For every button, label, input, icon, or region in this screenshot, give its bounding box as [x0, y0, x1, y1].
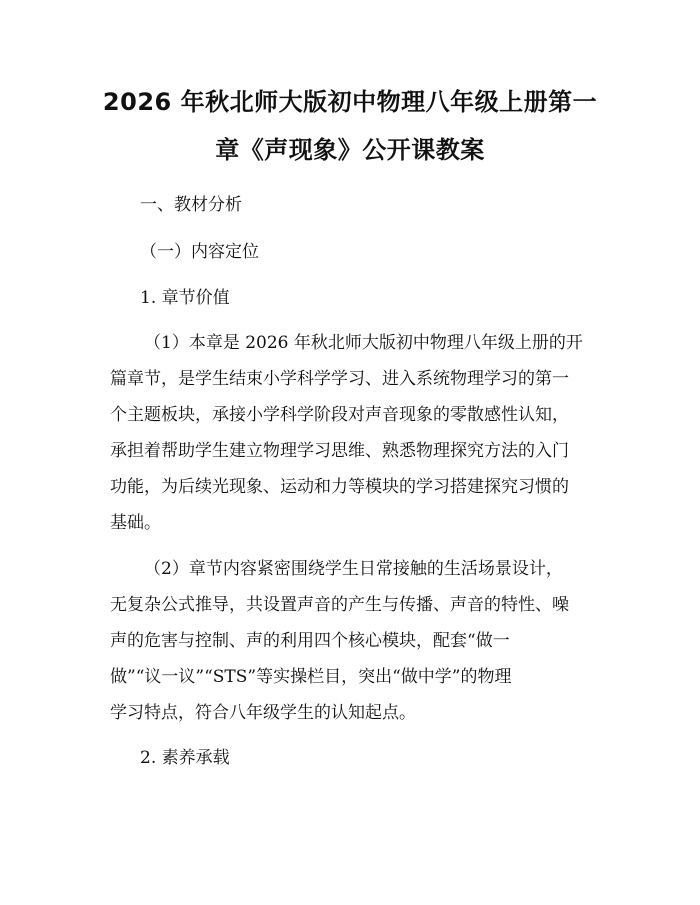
- paragraph-line: 学习特点，符合八年级学生的认知起点。: [110, 703, 416, 723]
- document-title-line-2: 章《声现象》公开课教案: [215, 136, 485, 164]
- paragraph-line: 功能，为后续光现象、运动和力等模块的学习搭建探究习惯的: [110, 477, 569, 497]
- item-heading-chapter-value: 1. 章节价值: [140, 288, 230, 308]
- paragraph-line: 声的危害与控制、声的利用四个核心模块，配套“做一: [110, 631, 510, 651]
- subsection-heading-content-positioning: （一）内容定位: [140, 242, 259, 262]
- paragraph-line: 个主题板块，承接小学科学阶段对声音现象的零散感性认知，: [110, 405, 569, 425]
- paragraph-chapter-value-1: [110, 325, 600, 541]
- paragraph-line: （2）章节内容紧密围绕学生日常接触的生活场景设计，: [144, 559, 563, 579]
- section-heading-teaching-material-analysis: 一、教材分析: [140, 195, 242, 215]
- paragraph-line: （1）本章是 2026 年秋北师大版初中物理八年级上册的开: [144, 333, 583, 353]
- paragraph-line: 做”“议一议”“STS”等实操栏目，突出“做中学”的物理: [110, 667, 512, 687]
- paragraph-line: 承担着帮助学生建立物理学习思维、熟悉物理探究方法的入门: [110, 441, 569, 461]
- document-title-line-1: 2026 年秋北师大版初中物理八年级上册第一: [102, 88, 598, 116]
- paragraph-line: 篇章节，是学生结束小学科学学习、进入系统物理学习的第一: [110, 369, 569, 389]
- item-heading-literacy-bearing: 2. 素养承载: [140, 748, 230, 768]
- paragraph-chapter-value-2: [110, 551, 600, 731]
- paragraph-line: 无复杂公式推导，共设置声音的产生与传播、声音的特性、噪: [110, 595, 569, 615]
- paragraph-line: 基础。: [110, 513, 161, 533]
